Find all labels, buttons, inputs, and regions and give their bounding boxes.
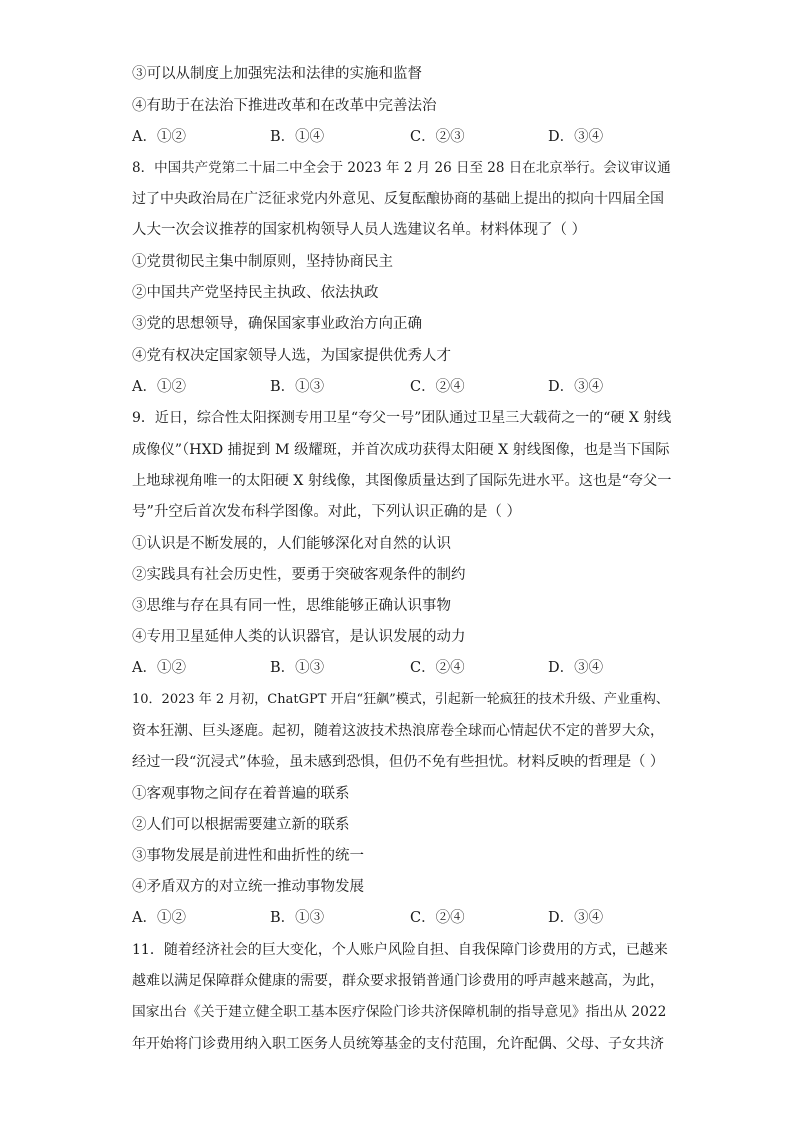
q9-stem-line: 9．近日，综合性太阳探测专用卫星“夸父一号”团队通过卫星三大载荷之一的“硬 X 射线 [132,410,672,426]
q10-option-d[interactable]: D．③④ [548,910,604,926]
q7-option-b[interactable]: B．①④ [270,129,325,145]
q8-stem-line: 过了中央政治局在广泛征求党内外意见、反复酝酿协商的基础上提出的拟向十四届全国 [132,191,664,207]
q8-option-d[interactable]: D．③④ [548,379,604,395]
q10-option-c[interactable]: C．②④ [410,910,465,926]
q9-options [132,658,672,678]
q8-options [132,377,672,397]
q8-statement-2: ②中国共产党坚持民主执政、依法执政 [132,285,379,301]
q9-statement-1: ①认识是不断发展的，人们能够深化对自然的认识 [132,536,451,552]
q8-statement-3: ③党的思想领导，确保国家事业政治方向正确 [132,316,422,332]
q10-stem-line: 资本狂潮、巨头逐鹿。起初，随着这波技术热浪席卷全球而心情起伏不定的普罗大众， [132,723,664,739]
q7-options [132,127,672,147]
q11-stem-line: 年开始将门诊费用纳入职工医务人员统筹基金的支付范围，允许配偶、父母、子女共济 [132,1036,664,1052]
q10-statement-4: ④矛盾双方的对立统一推动事物发展 [132,879,364,895]
q11-stem-line: 国家出台《关于建立健全职工基本医疗保险门诊共济保障机制的指导意见》指出从 2022 [132,1004,667,1020]
q8-statement-4: ④党有权决定国家领导人选，为国家提供优秀人才 [132,348,451,364]
q9-statement-2: ②实践具有社会历史性，要勇于突破客观条件的制约 [132,567,466,583]
q9-option-a[interactable]: A．①② [132,660,186,676]
q9-stem-line: 号”升空后首次发布科学图像。对此，下列认识正确的是（ ） [132,504,522,520]
q9-stem-line: 成像仪”（HXD 捕捉到 M 级耀斑，并首次成功获得太阳硬 X 射线图像，也是当下国际 [132,442,670,458]
q9-option-d[interactable]: D．③④ [548,660,604,676]
q9-option-b[interactable]: B．①③ [270,660,325,676]
q10-stem-line: 10．2023 年 2 月初，ChatGPT 开启“狂飙”模式，引起新一轮疯狂的技术升级、产业重构、 [132,692,669,707]
q10-statement-1: ①客观事物之间存在着普遍的联系 [132,786,350,802]
q10-option-a[interactable]: A．①② [132,910,186,926]
q7-option-d[interactable]: D．③④ [548,129,604,145]
q10-statement-2: ②人们可以根据需要建立新的联系 [132,817,350,833]
q9-option-c[interactable]: C．②④ [410,660,465,676]
q7-statement-4: ④有助于在法治下推进改革和在改革中完善法治 [132,98,437,114]
q9-statement-4: ④专用卫星延伸人类的认识器官，是认识发展的动力 [132,629,466,645]
q7-option-c[interactable]: C．②③ [410,129,465,145]
q10-statement-3: ③事物发展是前进性和曲折性的统一 [132,848,364,864]
q9-statement-3: ③思维与存在具有同一性，思维能够正确认识事物 [132,598,451,614]
q11-stem-line: 11．随着经济社会的巨大变化，个人账户风险自担、自我保障门诊费用的方式，已越来 [132,942,668,958]
q8-option-b[interactable]: B．①③ [270,379,325,395]
q8-option-c[interactable]: C．②④ [410,379,465,395]
q10-option-b[interactable]: B．①③ [270,910,325,926]
q11-stem-line: 越难以满足保障群众健康的需要，群众要求报销普通门诊费用的呼声越来越高，为此， [132,973,664,989]
q9-stem-line: 上地球视角唯一的太阳硬 X 射线像，其图像质量达到了国际先进水平。这也是“夸父一 [132,473,672,489]
q8-option-a[interactable]: A．①② [132,379,186,395]
q10-options [132,908,672,928]
q8-stem-line: 8．中国共产党第二十届二中全会于 2023 年 2 月 26 日至 28 日在北京举行。会议审议通 [132,160,671,176]
q10-stem-line: 经过一段“沉浸式”体验，虽未感到恐惧，但仍不免有些担忧。材料反映的哲理是（ ） [132,754,665,770]
q8-statement-1: ①党贯彻民主集中制原则，坚持协商民主 [132,254,393,270]
q8-stem-line: 人大一次会议推荐的国家机构领导人员人选建议名单。材料体现了（ ） [132,222,587,238]
q7-statement-3: ③可以从制度上加强宪法和法律的实施和监督 [132,66,422,82]
q7-option-a[interactable]: A．①② [132,129,186,145]
